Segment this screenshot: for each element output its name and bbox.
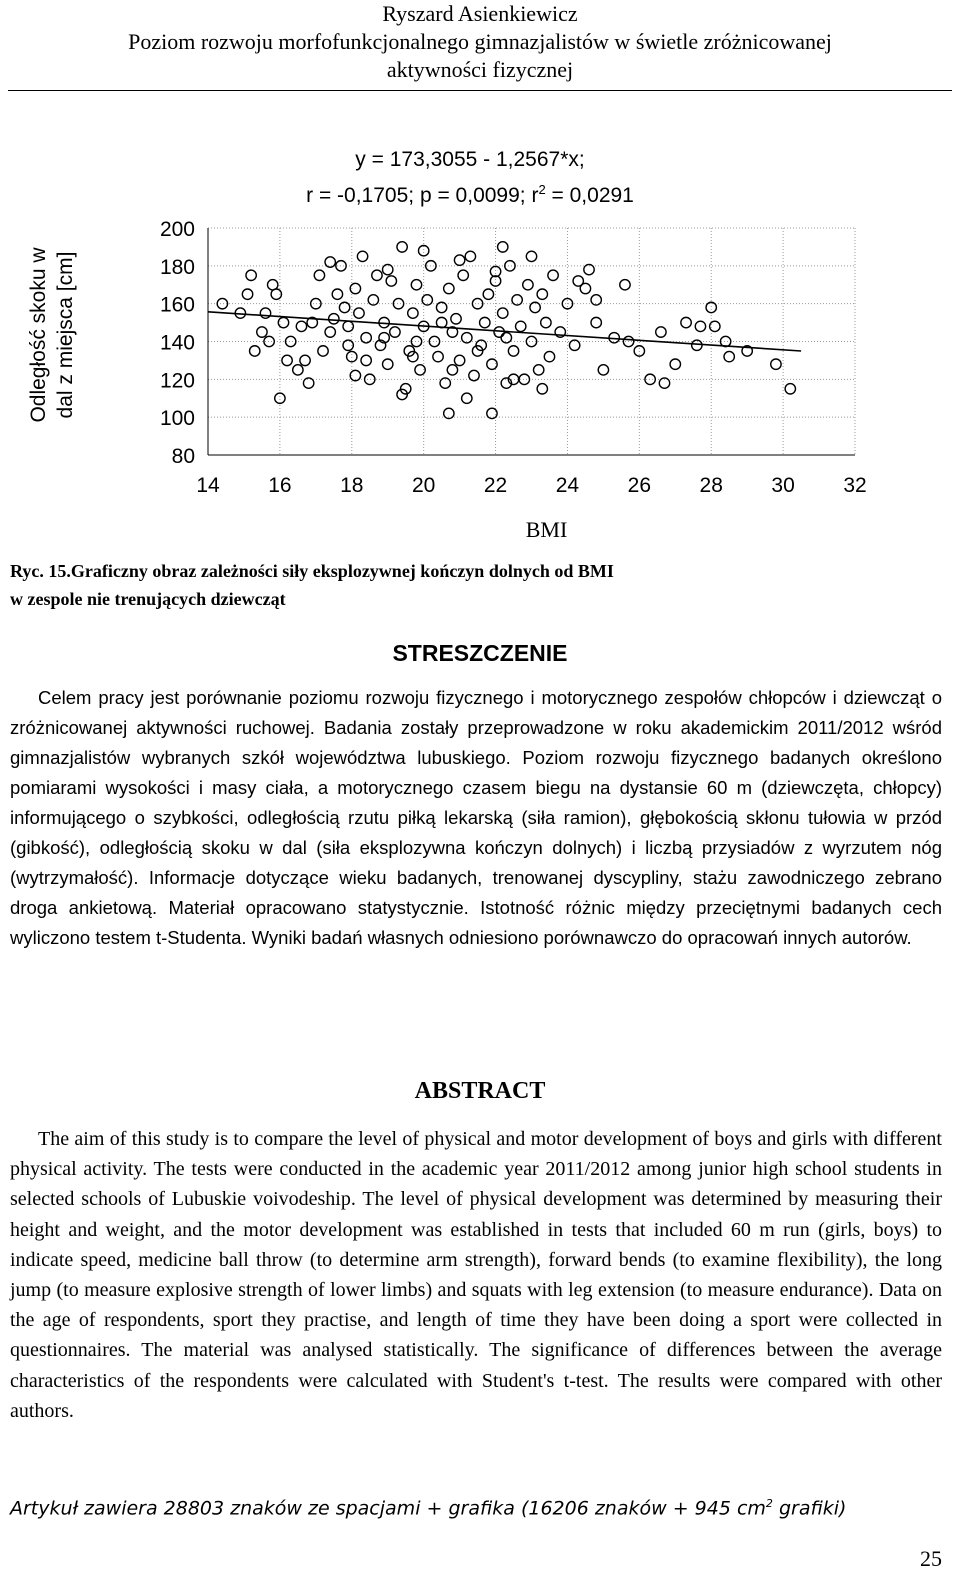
- data-point: [516, 321, 526, 331]
- regression-equation: y = 173,3055 - 1,2567*x;: [355, 148, 585, 171]
- streszczenie-text: Celem pracy jest porównanie poziomu rozwoju fizycznego i motorycznego zespołów chłopców i dziewcząt o zróżnicowanej aktywności ruchowej. Badania zostały przeprowadzone w roku akademickim 2011/2012 wśród gimnazjalistów wybranych szkół województwa lubuskiego. Poziom rozwoju fizycznego badanych określono pomiarami wysokości i masy ciała, a motorycznego czasem biegu na dystansie 60 m (dziewczęta, chłopcy) informującego o szybkości, odległością rzutu piłką lekarską (siła ramion), głębokością skłonu tułowia w przód (gibkość), odległością skoku w dal (siła eksplozywna kończyn dolnych) i liczbą przysiadów z wyrzutem nóg (wytrzymałość). Informacje dotyczące wieku badanych, trenowanej dyscypliny, stażu zawodniczego zebrano droga ankietową. Materiał opracowano statystycznie. Istotność różnic między przeciętnymi badanych cech wyliczono testem t-Studenta. Wyniki badań własnych odniesiono porównawczo do opracowań innych autorów.: [10, 687, 942, 948]
- data-point: [329, 314, 339, 324]
- data-point: [390, 327, 400, 337]
- r2-superscript: 2: [538, 182, 546, 197]
- caption-label: Ryc. 15.: [10, 561, 71, 581]
- data-point: [285, 336, 295, 346]
- data-point: [537, 384, 547, 394]
- data-point: [343, 321, 353, 331]
- x-tick-label: 26: [627, 474, 652, 497]
- data-point: [246, 270, 256, 280]
- note-pre: Artykuł zawiera 28803 znaków ze spacjami + grafika (16206 znaków + 945 cm: [10, 1497, 766, 1520]
- data-point: [411, 280, 421, 290]
- abstract-body: [10, 1124, 942, 1426]
- data-point: [454, 355, 464, 365]
- x-tick-label: 16: [268, 474, 292, 497]
- note-superscript: 2: [765, 1497, 773, 1510]
- data-point: [436, 302, 446, 312]
- data-point: [498, 242, 508, 252]
- data-point: [303, 378, 313, 388]
- x-tick-label: 32: [843, 474, 867, 497]
- caption-text: Graficzny obraz zależności siły eksplozywnej kończyn dolnych od BMI: [70, 561, 614, 581]
- y-axis-label-line2: dal z miejsca [cm]: [54, 251, 77, 419]
- data-point: [487, 359, 497, 369]
- data-point: [257, 327, 267, 337]
- data-point: [692, 340, 702, 350]
- data-point: [508, 346, 518, 356]
- page-number: 25: [920, 1546, 942, 1571]
- header-author: Ryszard Asienkiewicz: [382, 1, 578, 26]
- data-point: [541, 317, 551, 327]
- data-point: [282, 355, 292, 365]
- header-title-line1: Poziom rozwoju morfofunkcjonalnego gimnazjalistów w świetle zróżnicowanej: [128, 29, 832, 54]
- regression-stats-pre: r = -0,1705; p = 0,0099; r: [306, 184, 539, 207]
- data-point: [447, 365, 457, 375]
- data-point: [293, 365, 303, 375]
- data-point: [681, 317, 691, 327]
- data-point: [339, 302, 349, 312]
- x-tick-label: 20: [411, 474, 436, 497]
- data-point: [598, 365, 608, 375]
- data-point: [408, 308, 418, 318]
- data-point: [357, 251, 367, 261]
- data-point: [656, 327, 666, 337]
- x-tick-label: 14: [196, 474, 220, 497]
- y-tick-label: 140: [159, 331, 195, 355]
- y-tick-label: 160: [159, 293, 195, 317]
- data-point: [487, 408, 497, 418]
- data-point: [383, 264, 393, 274]
- article-length-note: [10, 1497, 846, 1519]
- data-point: [771, 359, 781, 369]
- data-point: [670, 359, 680, 369]
- data-point: [544, 351, 554, 361]
- data-point: [537, 289, 547, 299]
- data-point: [260, 308, 270, 318]
- data-point: [433, 351, 443, 361]
- abstract-text: The aim of this study is to compare the level of physical and motor development of boys and girls with different physical activity. The tests were conducted in the academic year 2011/2012 among junior high school students in selected schools of Lubuskie voivodeship. The level of physical development was determined by measuring their height and weight, and the motor development was established in tests that included 60 m run (girls, boys) to indicate speed, medicine ball throw (to determine arm strength), forward bends (to examine flexibility), the long jump (to measure explosive strength of lower limbs) and squats with leg extension (to measure endurance). Data on the age of respondents, sport they practise, and length of time they have been doing a sport were collected in questionnaires. The material was analysed statistically. The significance of differences between the average characteristics of the respondents were calculated with Student's t-test. The results were compared with other authors.: [10, 1128, 942, 1422]
- data-point: [325, 257, 335, 267]
- data-point: [454, 255, 464, 265]
- data-point: [526, 251, 536, 261]
- data-point: [444, 283, 454, 293]
- data-point: [397, 242, 407, 252]
- data-point: [383, 359, 393, 369]
- data-point: [620, 280, 630, 290]
- data-point: [250, 346, 260, 356]
- y-tick-label: 120: [159, 369, 195, 393]
- data-point: [480, 317, 490, 327]
- y-axis-label-line1: Odległość skoku w: [27, 247, 50, 423]
- y-tick-label: 80: [171, 445, 195, 468]
- data-point: [523, 280, 533, 290]
- data-point: [501, 333, 511, 343]
- data-point: [318, 346, 328, 356]
- data-point: [451, 314, 461, 324]
- data-point: [462, 393, 472, 403]
- data-point: [710, 321, 720, 331]
- streszczenie-title: STRESZCZENIE: [392, 640, 568, 666]
- data-point: [591, 317, 601, 327]
- data-point: [361, 333, 371, 343]
- data-point: [591, 295, 601, 305]
- regression-stats-post: = 0,0291: [545, 184, 634, 207]
- data-point: [469, 370, 479, 380]
- data-point: [386, 276, 396, 286]
- note-post: grafiki): [772, 1497, 847, 1520]
- data-point: [533, 365, 543, 375]
- data-point: [498, 308, 508, 318]
- x-axis-label: BMI: [525, 517, 568, 542]
- data-point: [332, 289, 342, 299]
- data-point: [695, 321, 705, 331]
- figure-caption: [10, 557, 950, 613]
- data-point: [278, 317, 288, 327]
- x-tick-label: 24: [555, 474, 580, 497]
- data-point: [724, 351, 734, 361]
- abstract-title: ABSTRACT: [414, 1078, 546, 1104]
- caption-line2: w zespole nie trenujących dziewcząt: [10, 589, 286, 609]
- header-title-line2: aktywności fizycznej: [386, 57, 574, 82]
- x-tick-label: 30: [771, 474, 795, 497]
- streszczenie-body: [10, 683, 942, 953]
- data-point: [354, 308, 364, 318]
- y-tick-label: 100: [159, 407, 195, 431]
- data-point: [361, 355, 371, 365]
- data-point: [573, 276, 583, 286]
- data-point: [483, 289, 493, 299]
- x-tick-label: 18: [340, 474, 364, 497]
- data-point: [275, 393, 285, 403]
- data-point: [418, 246, 428, 256]
- x-tick-label: 22: [483, 474, 508, 497]
- data-point: [300, 355, 310, 365]
- data-point: [296, 321, 306, 331]
- data-point: [505, 261, 515, 271]
- data-point: [242, 289, 252, 299]
- y-tick-label: 180: [159, 255, 195, 279]
- data-point: [372, 270, 382, 280]
- data-point: [548, 270, 558, 280]
- data-point: [458, 270, 468, 280]
- data-point: [465, 251, 475, 261]
- x-tick-label: 28: [699, 474, 723, 497]
- data-point: [785, 384, 795, 394]
- scatter-chart: [0, 0, 960, 560]
- data-point: [314, 270, 324, 280]
- y-tick-label: 200: [159, 218, 195, 241]
- data-point: [325, 327, 335, 337]
